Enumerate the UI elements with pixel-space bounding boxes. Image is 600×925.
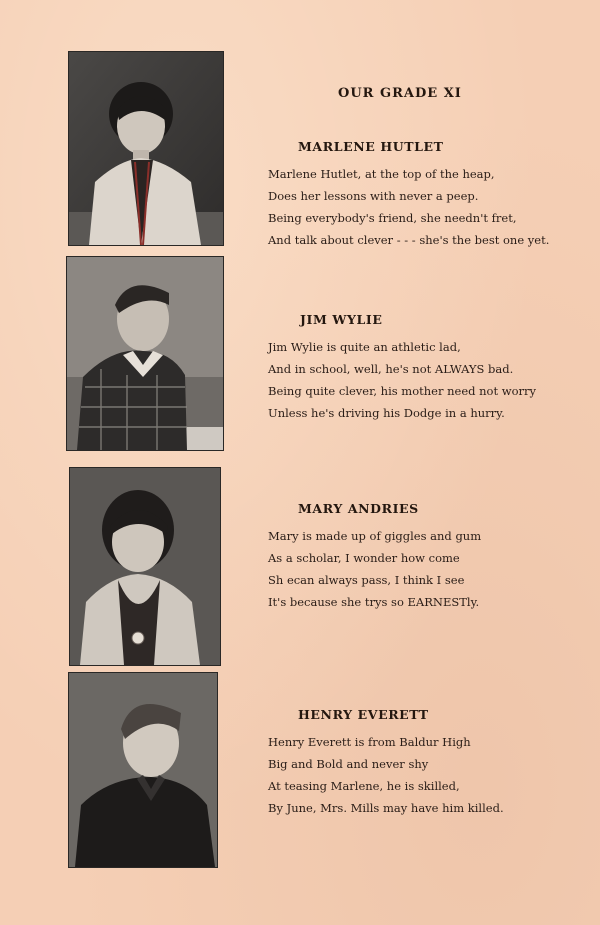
poem-line: Does her lessons with never a peep.	[268, 189, 479, 203]
entry-mary-andries	[268, 501, 588, 613]
poem-line: Mary is made up of giggles and gum	[268, 529, 482, 543]
poem-line: Unless he's driving his Dodge in a hurry.	[268, 406, 505, 420]
poem-line: As a scholar, I wonder how come	[268, 551, 460, 565]
student-name: MARLENE HUTLET	[298, 139, 444, 154]
poem-line: And in school, well, he's not ALWAYS bad.	[268, 362, 514, 376]
poem-line: At teasing Marlene, he is skilled,	[268, 779, 460, 793]
photo-jim-wylie	[66, 256, 224, 451]
student-name: MARY ANDRIES	[298, 501, 419, 516]
entry-marlene-hutlet	[268, 139, 588, 251]
poem-line: Marlene Hutlet, at the top of the heap,	[268, 167, 495, 181]
poem-line: It's because she trys so EARNESTly.	[268, 595, 480, 609]
poem-line: Being quite clever, his mother need not worry	[268, 384, 537, 398]
poem-line: Sh ecan always pass, I think I see	[268, 573, 465, 587]
poem-line: Big and Bold and never shy	[268, 757, 429, 771]
student-name: HENRY EVERETT	[298, 707, 429, 722]
poem-line: And talk about clever - - - she's the best one yet.	[268, 233, 550, 247]
poem-line: Henry Everett is from Baldur High	[268, 735, 471, 749]
photo-mary-andries	[69, 467, 221, 666]
entry-henry-everett	[268, 707, 588, 819]
photo-marlene-hutlet	[68, 51, 224, 246]
poem-line: Jim Wylie is quite an athletic lad,	[268, 340, 461, 354]
poem-line: By June, Mrs. Mills may have him killed.	[268, 801, 504, 815]
entry-jim-wylie	[268, 312, 588, 424]
poem-line: Being everybody's friend, she needn't fret,	[268, 211, 517, 225]
student-name: JIM WYLIE	[300, 312, 383, 327]
photo-henry-everett	[68, 672, 218, 868]
page-heading: OUR GRADE XI	[338, 86, 462, 101]
